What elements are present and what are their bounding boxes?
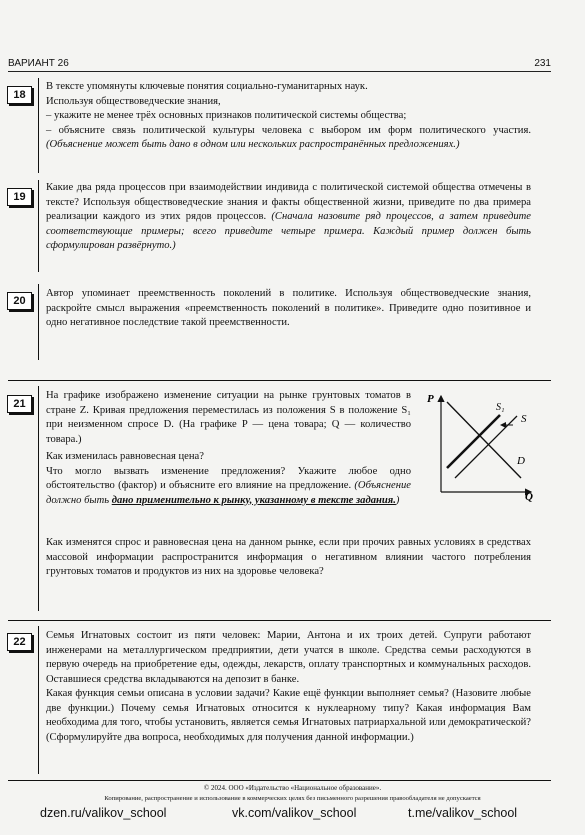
q18-line-4 <box>46 124 531 153</box>
question-number-21: 21 <box>7 395 32 413</box>
question-divider <box>38 284 39 360</box>
q21-question-3: Как изменятся спрос и равновесная цена на данном рынке, если при прочих равных условиях в средствах массовой информации распространится информация о негативном влиянии частого потребления грунтовых томатов и продуктов из них на здоровье человека? <box>46 537 531 577</box>
q21-note-end: ) <box>395 494 400 506</box>
question-number-18: 18 <box>7 86 32 104</box>
question-divider <box>38 386 39 611</box>
q18-line-3: – укажите не менее трёх основных признаков политической системы общества; <box>46 110 407 121</box>
q18-task: – объясните связь политической культуры человека с выбором им форм политического участия. <box>46 124 531 136</box>
dzen-link[interactable]: dzen.ru/valikov_school <box>40 806 167 820</box>
p-axis-label: P <box>427 393 434 405</box>
page-number: 231 <box>534 58 551 69</box>
section-rule <box>8 620 551 621</box>
question-18-text <box>46 80 531 153</box>
telegram-link[interactable]: t.me/valikov_school <box>408 806 518 820</box>
q20-task: Автор упоминает преемственность поколений в политике. Используя обществоведческие знания, раскройте смысл выражения «преемственность поколений в политике». Приведите одно позитивное и одно негативное последствие такой преемственности. <box>46 288 531 328</box>
question-21-text-bottom <box>46 536 531 580</box>
rights-notice: Копирование, распространение и использование в коммерческих целях без письменного разрешения правообладателя не допускается <box>104 795 481 802</box>
section-rule <box>8 380 551 381</box>
variant-label: ВАРИАНТ 26 <box>8 58 69 69</box>
q19-note: (Сначала назовите ряд процессов, а затем приведите соответствующие примеры; всего приведите четыре примера. Каждый пример должен быть сформулирован развёрнуто.) <box>46 211 531 251</box>
q21-question-1: Как изменилась равновесная цена? <box>46 451 204 462</box>
q18-line-2: Используя обществоведческие знания, <box>46 95 221 107</box>
header-rule <box>8 71 551 72</box>
question-divider <box>38 180 39 272</box>
footer-links <box>0 806 585 822</box>
supply-demand-graph <box>425 388 545 503</box>
question-19-text <box>46 181 531 254</box>
question-22-text <box>46 629 531 745</box>
q22-situation: Семья Игнатовых состоит из пяти человек: Марии, Антона и их троих детей. Супруги работают инженерами на металлургическом предприятии, дети учатся в школе. Средства семьи расходуются в первую очередь на приобретение еды, одежды, лекарств, оплату транспортных и коммунальных расходов. Оставшиеся средства вкладываются на депозит в банке. <box>46 630 531 685</box>
q21-note-start: (Объяснение должно быть <box>46 480 411 506</box>
question-divider <box>38 626 39 774</box>
footer-rule <box>8 780 551 781</box>
question-divider <box>38 78 39 173</box>
demand-curve <box>447 402 521 478</box>
d-label: D <box>517 455 525 467</box>
q18-note: (Объяснение может быть дано в одном или нескольких распространённых предложениях.) <box>46 139 460 150</box>
q22-questions: Какая функция семьи описана в условии задачи? Какие ещё функции выполняет семья? (Назовите любые две функции.) Почему семья Игнатовых относится к нуклеарному типу? Какая информация Вам необходима для того, чтобы установить, является семья Игнатовых патриархальной или демократической? (Сформулируйте два вопроса, необходимых для получения данной информации.) <box>46 688 531 743</box>
q21-question-2: Что могло вызвать изменение предложения? Укажите любое одно обстоятельство (фактор) и объясните его влияние на предложение. <box>46 465 411 491</box>
q21-note-emph: дано применительно к рынку, указанному в тексте задания. <box>111 494 396 506</box>
question-number-22: 22 <box>7 633 32 651</box>
vk-link[interactable]: vk.com/valikov_school <box>232 806 357 820</box>
q-axis-label: Q <box>525 491 533 503</box>
question-number-19: 19 <box>7 188 32 206</box>
q21-intro: На графике изображено изменение ситуации на рынке грунтовых томатов в стране Z. Кривая предложения переместилась из положения S в положение S₁ при неизменном спросе D. (На графике P — цена товара; Q — количество товара.) <box>46 390 411 445</box>
question-21-text-top <box>46 389 411 508</box>
q18-line-1: В тексте упомянуты ключевые понятия социально-гуманитарных наук. <box>46 81 368 92</box>
s-label: S <box>521 413 527 425</box>
s1-label: S₁ <box>496 402 505 413</box>
page-header <box>8 58 551 72</box>
copyright: © 2024. ООО «Издательство «Национальное образование». <box>203 784 382 792</box>
q19-task: Какие два ряда процессов при взаимодействии индивида с политической системой общества отмечены в тексте? Используя обществоведческие знания и факты общественной жизни, приведите по два примера реализации каждого из этих рядов процессов. <box>46 182 531 222</box>
question-number-20: 20 <box>7 292 32 310</box>
question-20-text <box>46 287 531 331</box>
